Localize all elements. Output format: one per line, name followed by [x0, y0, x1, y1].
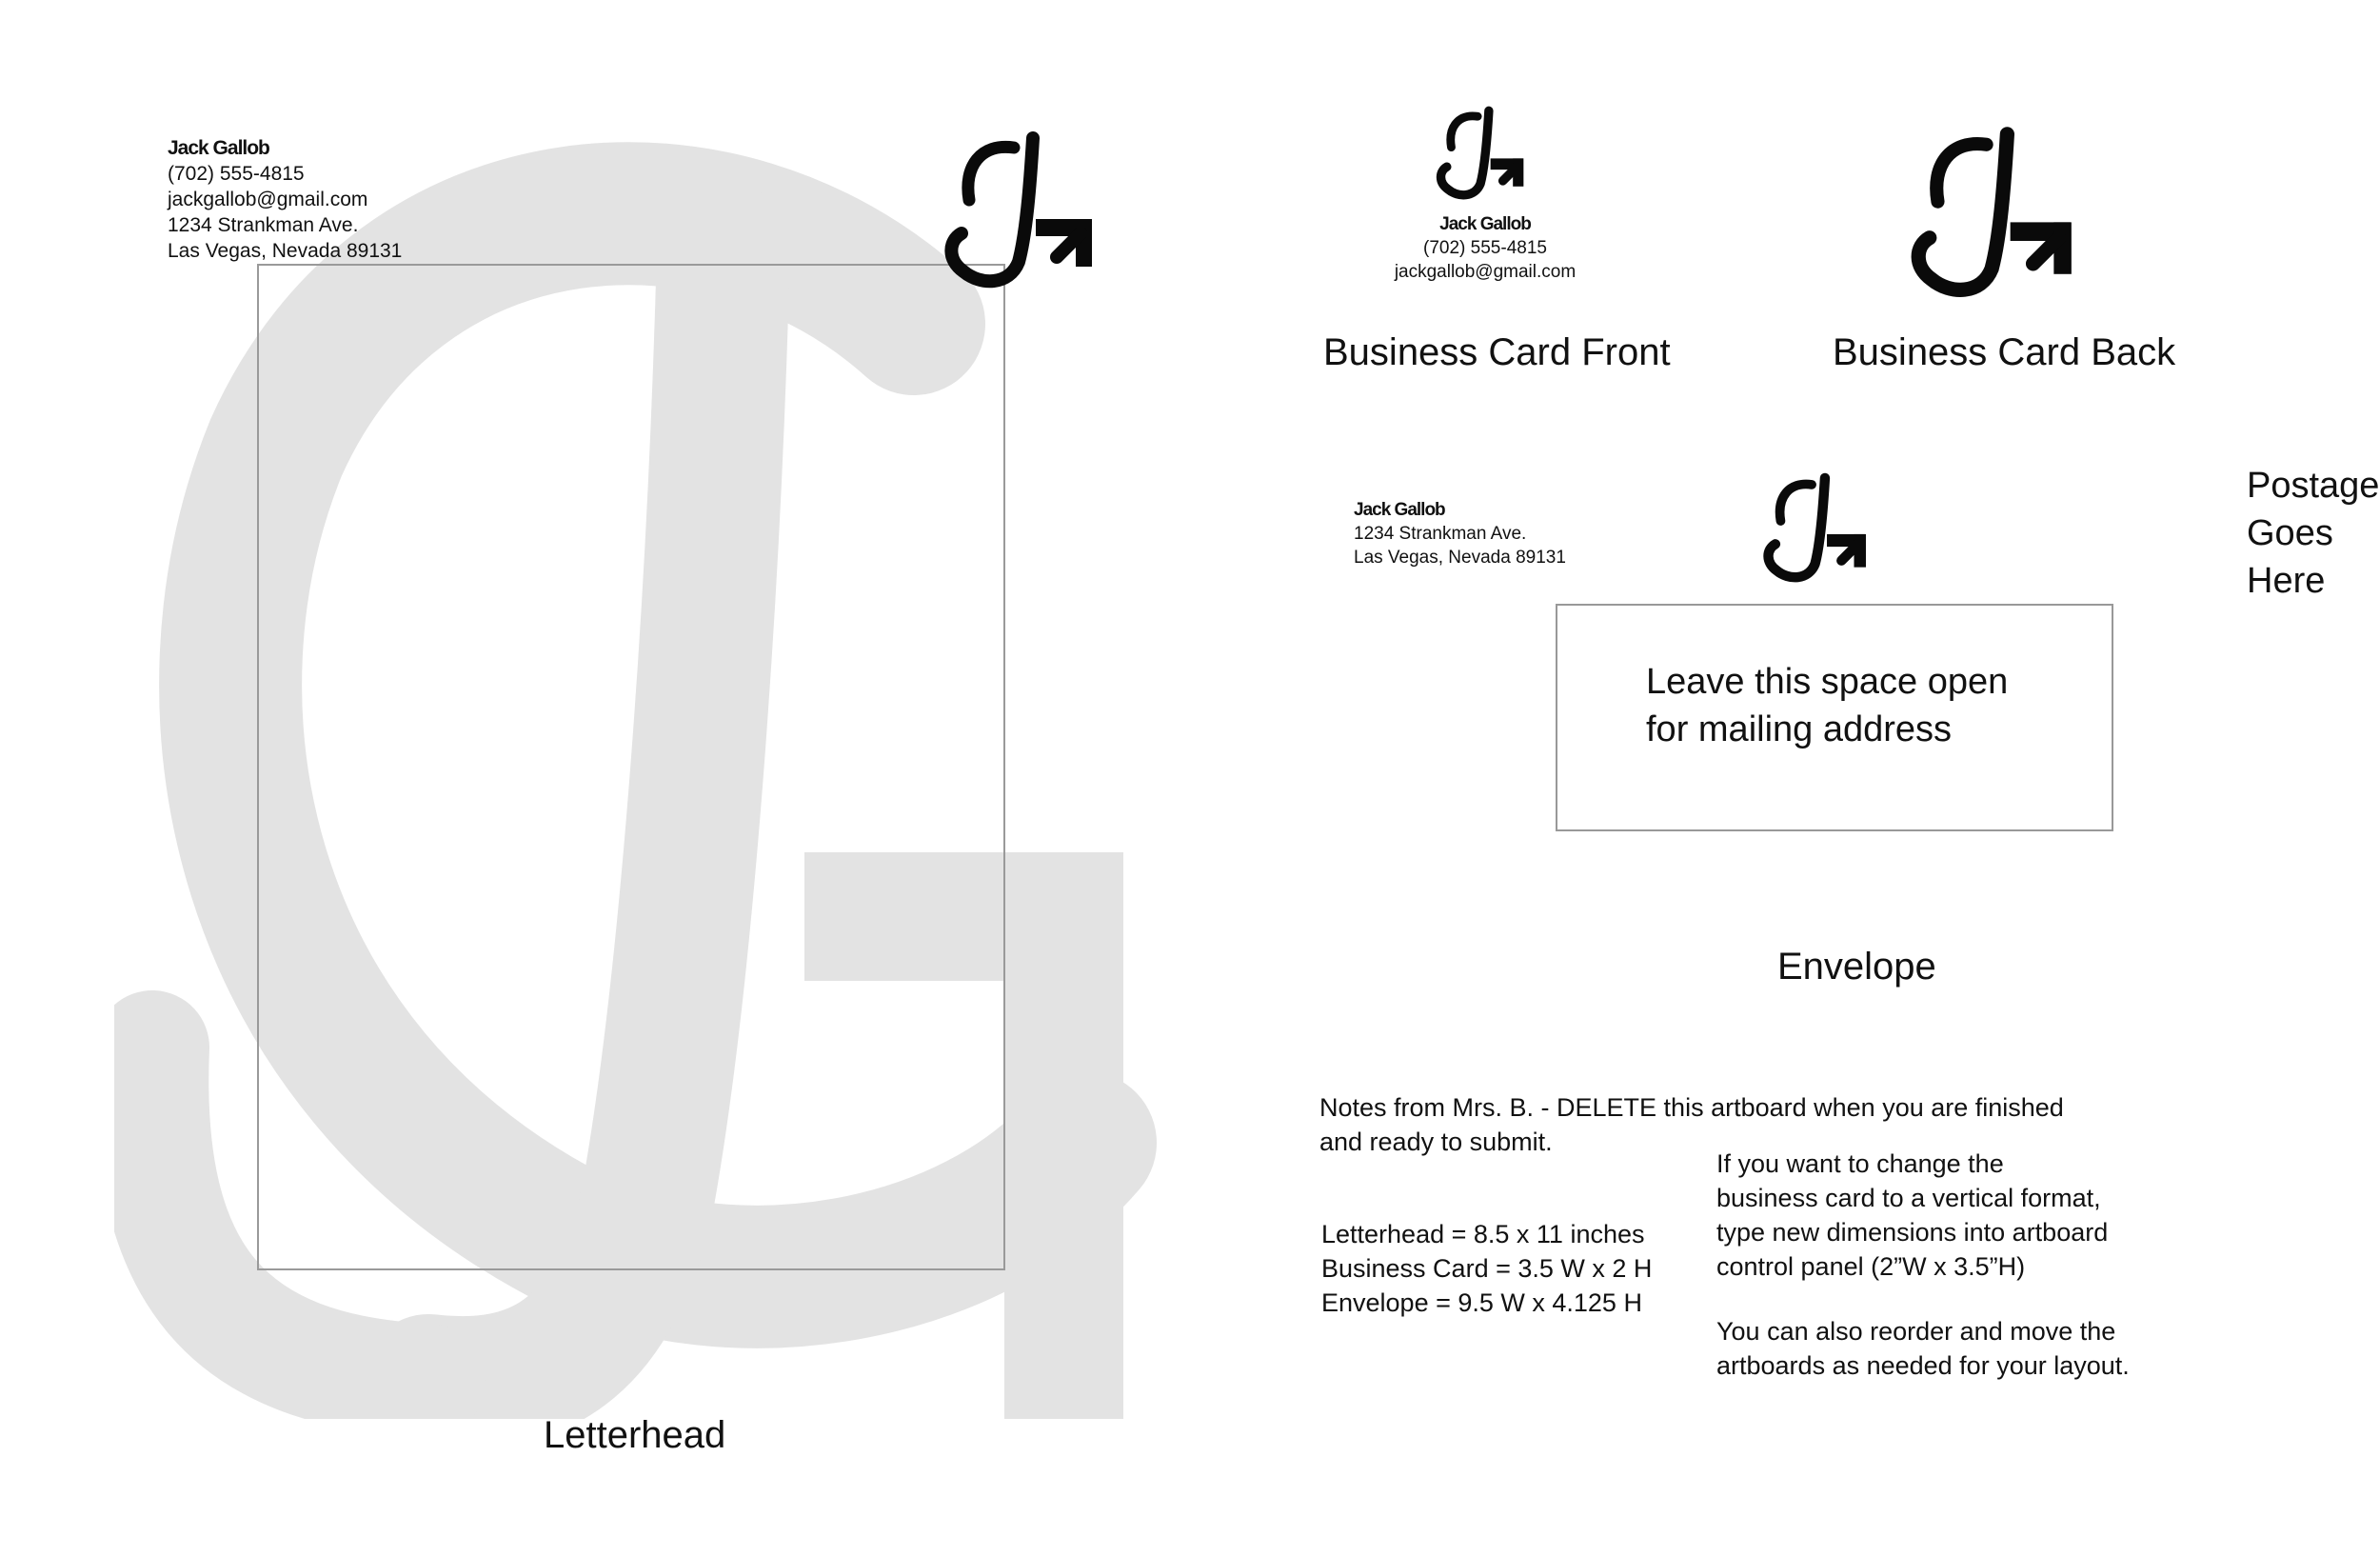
letterhead-address-line1: 1234 Strankman Ave. [168, 214, 359, 236]
notes-heading-line1: Notes from Mrs. B. - DELETE this artboard when you are finished [1319, 1093, 2064, 1122]
tip-line: artboards as needed for your layout. [1716, 1351, 2130, 1380]
letterhead-email: jackgallob@gmail.com [168, 189, 368, 210]
dimension-item: Business Card = 3.5 W x 2 H [1321, 1254, 1653, 1283]
jg-monogram-logo-icon [942, 129, 1104, 290]
envelope-address-line1: 1234 Strankman Ave. [1354, 524, 1527, 544]
letterhead-address-line2: Las Vegas, Nevada 89131 [168, 240, 403, 262]
envelope-name: Jack Gallob [1354, 500, 1445, 520]
mailing-address-box [1556, 604, 2113, 831]
notes-dimensions [1321, 1217, 1652, 1320]
notes-tip-reorder [1716, 1314, 2130, 1383]
mailing-box-line2: for mailing address [1646, 709, 1953, 749]
letterhead-label: Letterhead [544, 1414, 726, 1456]
postage-line3: Here [2247, 561, 2326, 601]
notes-heading-line2: and ready to submit. [1319, 1128, 1553, 1156]
letterhead-phone: (702) 555-4815 [168, 163, 305, 185]
postage-line2: Goes [2247, 513, 2333, 553]
mailing-box-line1: Leave this space open [1646, 662, 2009, 702]
postage-line1: Postage [2247, 466, 2380, 506]
business-card-front-contact [1371, 212, 1599, 284]
business-card-name: Jack Gallob [1439, 214, 1531, 234]
envelope-address-line2: Las Vegas, Nevada 89131 [1354, 548, 1566, 568]
postage-area [2247, 462, 2379, 605]
tip-line: business card to a vertical format, [1716, 1184, 2101, 1212]
envelope-logo-icon [1756, 471, 1880, 584]
business-card-email: jackgallob@gmail.com [1394, 262, 1577, 282]
business-card-phone: (702) 555-4815 [1423, 238, 1547, 258]
tip-line: If you want to change the [1716, 1149, 2004, 1178]
business-card-back-logo-icon [1909, 124, 2085, 300]
letterhead-content-frame [257, 264, 1005, 1270]
business-card-back-label: Business Card Back [1833, 331, 2176, 373]
dimension-item: Envelope = 9.5 W x 4.125 H [1321, 1288, 1642, 1317]
notes-tip-vertical-format [1716, 1147, 2108, 1284]
envelope-return-address [1354, 498, 1566, 569]
tip-line: type new dimensions into artboard [1716, 1218, 2109, 1247]
business-card-front-label: Business Card Front [1323, 331, 1671, 373]
tip-line: control panel (2”W x 3.5”H) [1716, 1252, 2026, 1281]
business-card-front-logo-icon [1436, 103, 1531, 203]
letterhead-name: Jack Gallob [168, 137, 269, 159]
tip-line: You can also reorder and move the [1716, 1317, 2116, 1346]
letterhead-contact [168, 135, 402, 264]
envelope-label: Envelope [1777, 946, 1936, 988]
dimension-item: Letterhead = 8.5 x 11 inches [1321, 1220, 1645, 1248]
